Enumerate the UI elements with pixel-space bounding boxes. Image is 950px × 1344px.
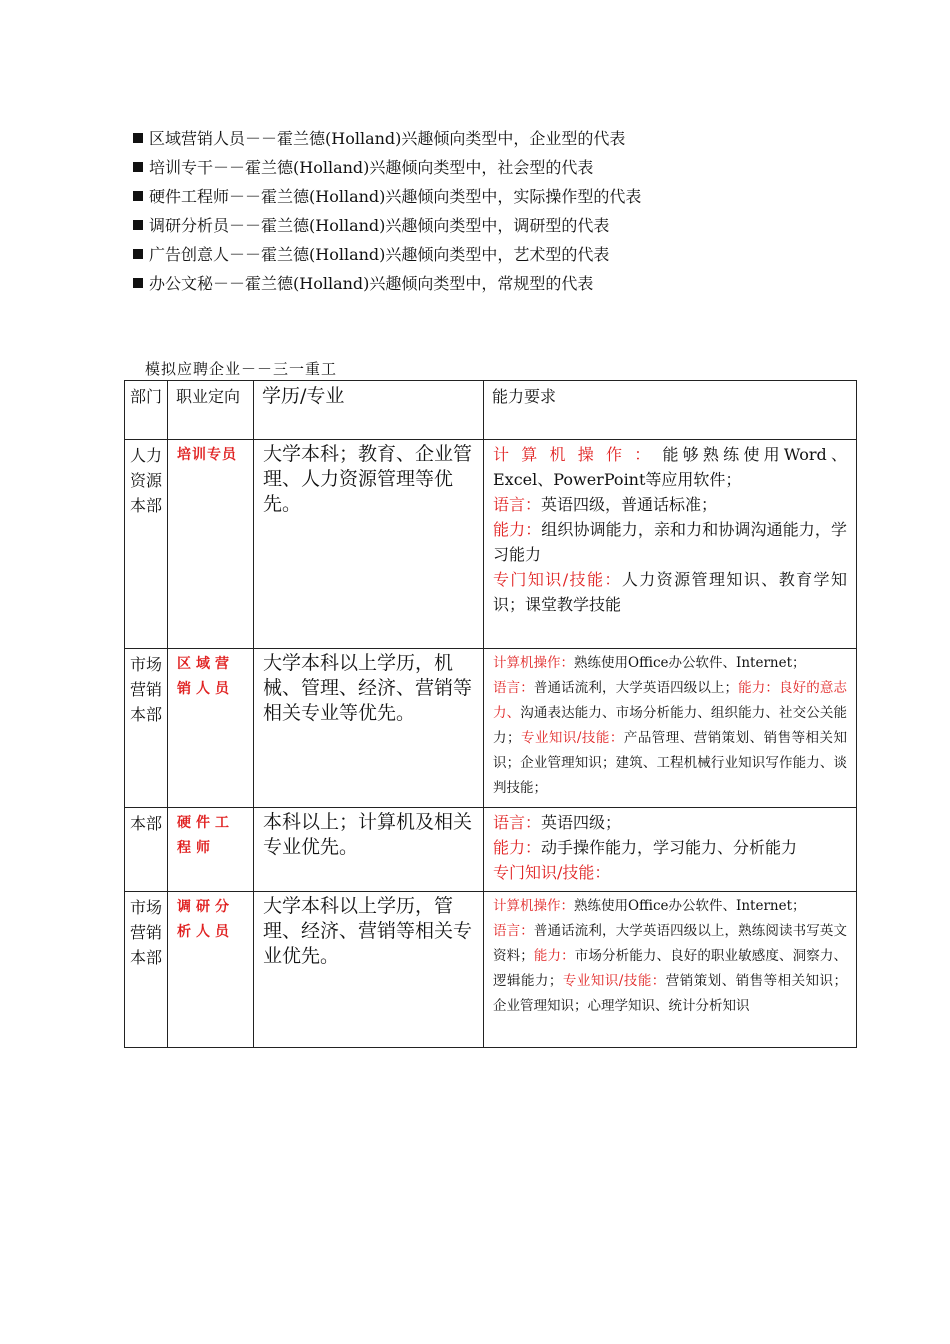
- requirement-label: 能力：良好的意志力、: [493, 680, 848, 721]
- square-bullet-icon: [133, 133, 143, 143]
- department-cell: 市场营销本部: [125, 892, 168, 1048]
- list-item: 调研分析员－－霍兰德(Holland)兴趣倾向类型中，调研型的代表: [133, 211, 641, 240]
- requirement-label: 计算机操作：: [493, 898, 574, 914]
- requirements-cell: [484, 808, 857, 892]
- header-department: 部门: [125, 381, 168, 440]
- list-item: 培训专干－－霍兰德(Holland)兴趣倾向类型中，社会型的代表: [133, 153, 641, 182]
- requirement-text: 英语四级，普通话标准；: [541, 495, 718, 514]
- requirement-text: 市场分析能力、良好的职业敏感度、洞察力、逻辑能力；: [493, 948, 848, 989]
- header-position: 职业定向: [168, 381, 254, 440]
- requirement-label: 能力：: [493, 520, 542, 539]
- requirement-text: 英语四级；: [541, 813, 622, 832]
- position-cell: 培训专员: [168, 440, 254, 649]
- requirement-label: 语言：: [493, 680, 534, 696]
- square-bullet-icon: [133, 162, 143, 172]
- square-bullet-icon: [133, 249, 143, 259]
- table-caption: 模拟应聘企业－－三一重工: [145, 360, 338, 378]
- requirement-text: 能够熟练使用Word、Excel、PowerPoint等应用软件；: [493, 445, 847, 489]
- square-bullet-icon: [133, 278, 143, 288]
- requirements-cell: [484, 892, 857, 1048]
- bullet-list: [133, 124, 641, 298]
- list-item: 硬件工程师－－霍兰德(Holland)兴趣倾向类型中，实际操作型的代表: [133, 182, 641, 211]
- education-cell: 大学本科；教育、企业管理、人力资源管理等优先。: [254, 440, 484, 649]
- requirement-text: 熟练使用Office办公软件、Internet；: [574, 655, 806, 671]
- education-cell: 大学本科以上学历，管理、经济、营销等相关专业优先。: [254, 892, 484, 1048]
- requirement-text: 熟练使用Office办公软件、Internet；: [574, 898, 806, 914]
- requirement-label: 能力：: [533, 948, 575, 964]
- requirement-label: 语言：: [493, 813, 542, 832]
- requirement-label: 专业知识/技能：: [520, 730, 624, 746]
- requirement-text: 营销策划、销售等相关知识；企业管理知识；心理学知识、统计分析知识: [493, 973, 848, 1014]
- requirement-label: 语言：: [493, 495, 542, 514]
- education-cell: 本科以上；计算机及相关专业优先。: [254, 808, 484, 892]
- requirement-text: 产品管理、营销策划、销售等相关知识；企业管理知识；建筑、工程机械行业知识写作能力、谈判技能；: [493, 730, 848, 796]
- education-cell: 大学本科以上学历，机械、管理、经济、营销等相关专业等优先。: [254, 649, 484, 808]
- requirement-label: 计算机操作：: [493, 655, 574, 671]
- requirement-text: 沟通表达能力、市场分析能力、组织能力、社交公关能力；: [493, 705, 848, 746]
- table-row: [125, 649, 857, 808]
- department-cell: 市场营销本部: [125, 649, 168, 808]
- department-cell: 人力资源本部: [125, 440, 168, 649]
- requirement-label: 专业知识/技能：: [562, 973, 666, 989]
- requirement-text: 人力资源管理知识、教育学知识；课堂教学技能: [493, 570, 847, 614]
- header-requirements: 能力要求: [484, 381, 857, 440]
- recruitment-table: [124, 380, 857, 1048]
- requirement-label: 语言：: [493, 923, 534, 939]
- list-item: 办公文秘－－霍兰德(Holland)兴趣倾向类型中，常规型的代表: [133, 269, 641, 298]
- requirement-label: 专门知识/技能：: [493, 570, 622, 589]
- position-cell: 区域营销人员: [168, 649, 254, 808]
- requirement-text: 普通话流利，大学英语四级以上；: [533, 680, 739, 696]
- requirements-cell: [484, 440, 857, 649]
- requirement-label: 专门知识/技能：: [493, 863, 611, 882]
- table-row: [125, 808, 857, 892]
- table-row: [125, 440, 857, 649]
- requirement-label: 能力：: [493, 838, 542, 857]
- table-header-row: [125, 381, 857, 440]
- table-row: [125, 892, 857, 1048]
- requirement-label: 计算机操作：: [493, 445, 663, 464]
- header-education: 学历/专业: [254, 381, 484, 440]
- square-bullet-icon: [133, 191, 143, 201]
- position-cell: 硬件工程师: [168, 808, 254, 892]
- position-cell: 调研分析人员: [168, 892, 254, 1048]
- requirements-cell: [484, 649, 857, 808]
- list-item: 区域营销人员－－霍兰德(Holland)兴趣倾向类型中，企业型的代表: [133, 124, 641, 153]
- requirement-text: 普通话流利，大学英语四级以上，熟练阅读书写英文资料；: [493, 923, 848, 964]
- list-item: 广告创意人－－霍兰德(Holland)兴趣倾向类型中，艺术型的代表: [133, 240, 641, 269]
- square-bullet-icon: [133, 220, 143, 230]
- requirement-text: 组织协调能力，亲和力和协调沟通能力，学习能力: [493, 520, 847, 564]
- department-cell: 本部: [125, 808, 168, 892]
- requirement-text: 动手操作能力，学习能力、分析能力: [541, 838, 798, 857]
